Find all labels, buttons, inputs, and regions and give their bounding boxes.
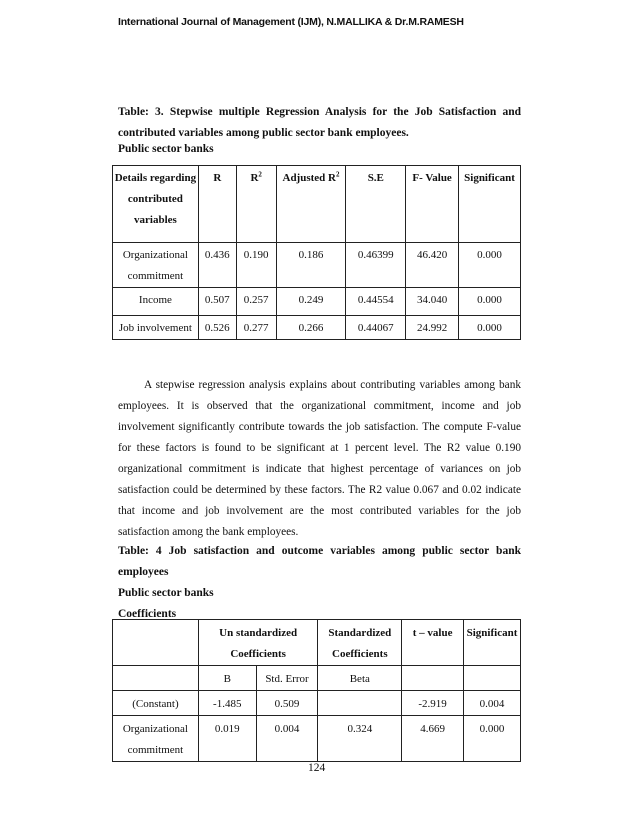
col-details: Details regarding contributed variables (113, 166, 199, 243)
cell-se: 0.44554 (346, 288, 406, 316)
journal-header: International Journal of Management (IJM), N.MALLIKA & Dr.M.RAMESH (118, 16, 464, 28)
col-beta: Beta (318, 666, 402, 691)
cell-beta (318, 691, 402, 716)
table3-header-row (113, 166, 521, 243)
col-significant: Significant (463, 620, 520, 666)
coefficients-table (112, 619, 521, 762)
cell-sig: 0.000 (459, 243, 521, 288)
col-r: R (198, 166, 236, 243)
col-std-error: Std. Error (256, 666, 318, 691)
col-t-value: t – value (402, 620, 464, 666)
cell-f: 46.420 (406, 243, 459, 288)
cell-details: Organizational commitment (113, 243, 199, 288)
col-significant: Significant (459, 166, 521, 243)
table4-caption: Table: 4 Job satisfaction and outcome variables among public sector bank employees (118, 545, 521, 578)
cell-empty (402, 666, 464, 691)
table4-header-row (113, 620, 521, 666)
col-unstandardized: Un standardized Coefficients (198, 620, 318, 666)
cell-b: -1.485 (198, 691, 256, 716)
table4-subtitle-banks: Public sector banks (118, 587, 214, 599)
cell-details: Income (113, 288, 199, 316)
analysis-paragraph: A stepwise regression analysis explains about contributing variables among bank employees. It is observed that the organizational commitment, income and job involvement significantly contribute towards the job satisfaction. The compute F-value for these factors is found to be significant at 1 percent level. The R2 value 0.190 organizational commitment is indicate that highest percentage of variances on job satisfaction could be determined by these factors. The R2 value 0.067 and 0.02 indicate that income and job involvement are the most contributed variables for the job satisfaction among the bank employees. (118, 379, 521, 538)
cell-se: 0.46399 (346, 243, 406, 288)
cell-adj-r2: 0.249 (276, 288, 346, 316)
cell-r: 0.436 (198, 243, 236, 288)
cell-r2: 0.257 (236, 288, 276, 316)
table-row (113, 716, 521, 762)
cell-empty (113, 666, 199, 691)
cell-name: Organizational commitment (113, 716, 199, 762)
table3-subtitle: Public sector banks (118, 143, 214, 155)
col-f-value: F- Value (406, 166, 459, 243)
regression-table (112, 165, 521, 340)
cell-f: 34.040 (406, 288, 459, 316)
cell-r: 0.526 (198, 316, 236, 340)
col-adjusted-r2: Adjusted $R^2$ (276, 166, 346, 243)
col-model (113, 620, 199, 666)
cell-adj-r2: 0.266 (276, 316, 346, 340)
cell-sig: 0.000 (463, 716, 520, 762)
cell-sig: 0.004 (463, 691, 520, 716)
table3-caption: Table: 3. Stepwise multiple Regression Analysis for the Job Satisfaction and contributed variables among public sector bank employees. (118, 106, 521, 139)
cell-se: 0.509 (256, 691, 318, 716)
cell-r: 0.507 (198, 288, 236, 316)
cell-empty (463, 666, 520, 691)
page-number: 124 (308, 762, 326, 774)
cell-t: 4.669 (402, 716, 464, 762)
cell-f: 24.992 (406, 316, 459, 340)
table-row (113, 288, 521, 316)
cell-se: 0.004 (256, 716, 318, 762)
table4-subheader-row (113, 666, 521, 691)
cell-details: Job involvement (113, 316, 199, 340)
cell-t: -2.919 (402, 691, 464, 716)
table4-subtitle-coefficients: Coefficients (118, 608, 177, 620)
cell-sig: 0.000 (459, 316, 521, 340)
col-b: B (198, 666, 256, 691)
cell-beta: 0.324 (318, 716, 402, 762)
cell-se: 0.44067 (346, 316, 406, 340)
cell-name: (Constant) (113, 691, 199, 716)
cell-b: 0.019 (198, 716, 256, 762)
table-row (113, 691, 521, 716)
table-row (113, 316, 521, 340)
col-se: S.E (346, 166, 406, 243)
col-standardized: Standardized Coefficients (318, 620, 402, 666)
cell-adj-r2: 0.186 (276, 243, 346, 288)
cell-r2: 0.190 (236, 243, 276, 288)
col-r2: $R^2$ (236, 166, 276, 243)
cell-r2: 0.277 (236, 316, 276, 340)
cell-sig: 0.000 (459, 288, 521, 316)
table-row (113, 243, 521, 288)
